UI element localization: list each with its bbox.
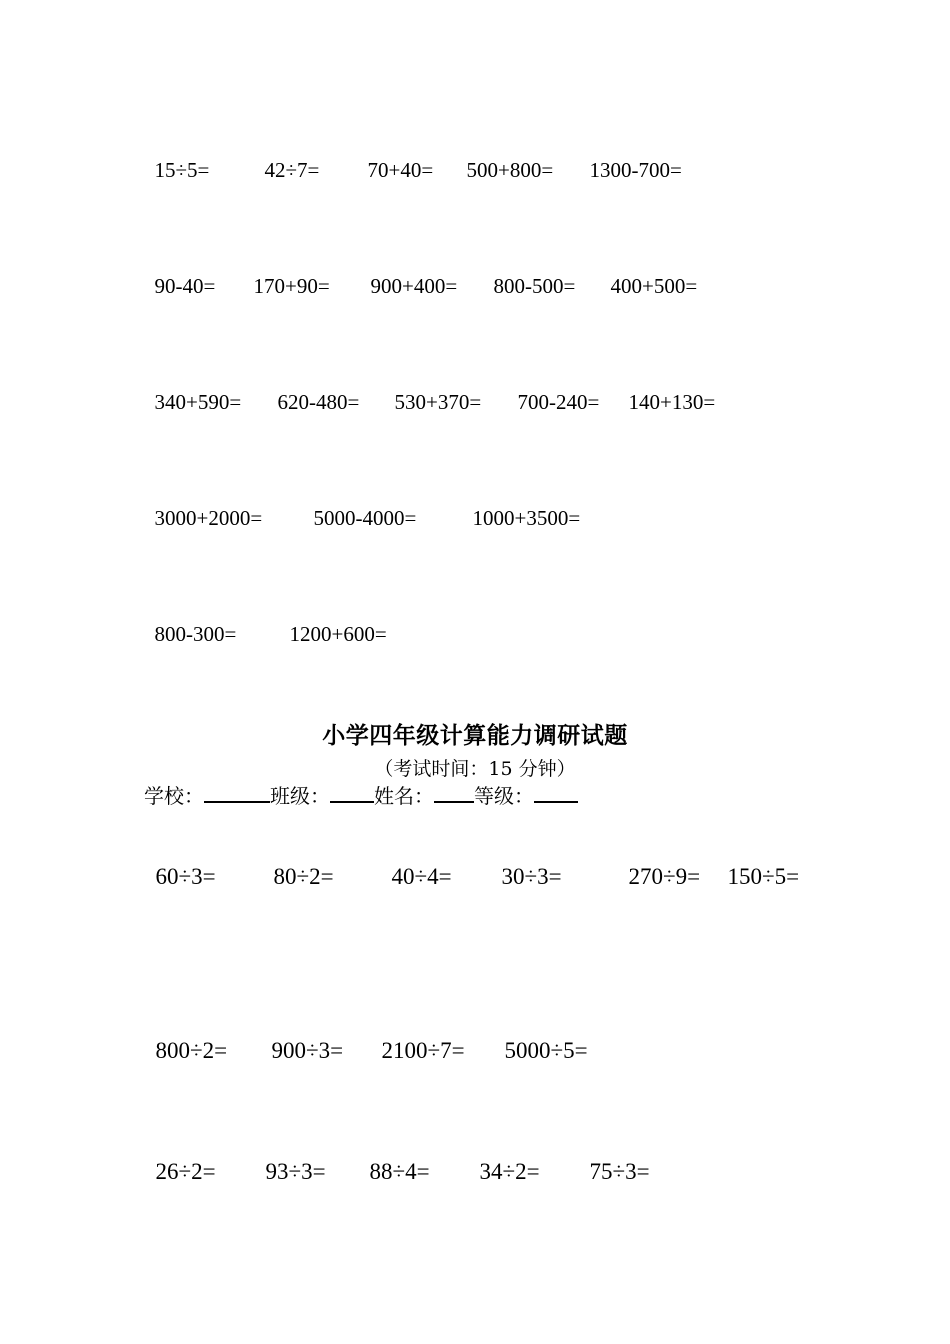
problem: 34÷2= <box>479 1159 540 1184</box>
problem: 620-480= <box>277 390 360 414</box>
school-blank <box>204 783 270 803</box>
exam-time: （考试时间：15 分钟） <box>374 758 576 780</box>
problem: 75÷3= <box>589 1159 650 1184</box>
problem: 5000÷5= <box>504 1038 588 1063</box>
problem: 1300-700= <box>589 158 682 182</box>
problem: 140+130= <box>628 390 716 414</box>
problem: 30÷3= <box>501 864 562 889</box>
problem: 1000+3500= <box>472 506 581 530</box>
problem: 15÷5= <box>154 158 210 182</box>
problem: 500+800= <box>466 158 554 182</box>
problem: 900+400= <box>370 274 458 298</box>
problem: 93÷3= <box>265 1159 326 1184</box>
problem: 60÷3= <box>155 864 216 889</box>
problem: 70+40= <box>367 158 434 182</box>
problem: 800-300= <box>154 622 237 646</box>
problem: 80÷2= <box>273 864 334 889</box>
division-row-2 <box>144 1016 588 1062</box>
problem: 40÷4= <box>391 864 452 889</box>
problem-row-2 <box>144 255 697 297</box>
name-blank <box>434 783 474 803</box>
page-title: 小学四年级计算能力调研试题 <box>322 723 628 749</box>
class-blank <box>330 783 374 803</box>
problem-row-3 <box>144 371 715 413</box>
problem: 900÷3= <box>271 1038 344 1063</box>
problem: 26÷2= <box>155 1159 216 1184</box>
problem: 88÷4= <box>369 1159 430 1184</box>
grade-blank <box>534 783 578 803</box>
problem: 340+590= <box>154 390 242 414</box>
problem: 800-500= <box>493 274 576 298</box>
problem: 150÷5= <box>727 864 800 889</box>
problem: 530+370= <box>394 390 482 414</box>
student-info-line <box>144 780 578 809</box>
problem: 90-40= <box>154 274 216 298</box>
problem: 42÷7= <box>264 158 320 182</box>
problem-row-4 <box>144 487 580 529</box>
grade-label: 等级： <box>474 784 534 808</box>
class-label: 班级： <box>270 784 330 808</box>
problem: 700-240= <box>517 390 600 414</box>
problem-row-5 <box>144 603 387 645</box>
name-label: 姓名： <box>374 784 434 808</box>
problem: 170+90= <box>253 274 330 298</box>
problem-row-1 <box>144 139 682 181</box>
problem: 2100÷7= <box>381 1038 465 1063</box>
problem: 400+500= <box>610 274 698 298</box>
problem: 1200+600= <box>289 622 387 646</box>
problem: 270÷9= <box>628 864 701 889</box>
problem: 800÷2= <box>155 1038 228 1063</box>
problem: 5000-4000= <box>313 506 417 530</box>
division-row-1 <box>144 842 799 888</box>
division-row-3 <box>144 1137 650 1183</box>
school-label: 学校： <box>144 784 204 808</box>
problem: 3000+2000= <box>154 506 263 530</box>
